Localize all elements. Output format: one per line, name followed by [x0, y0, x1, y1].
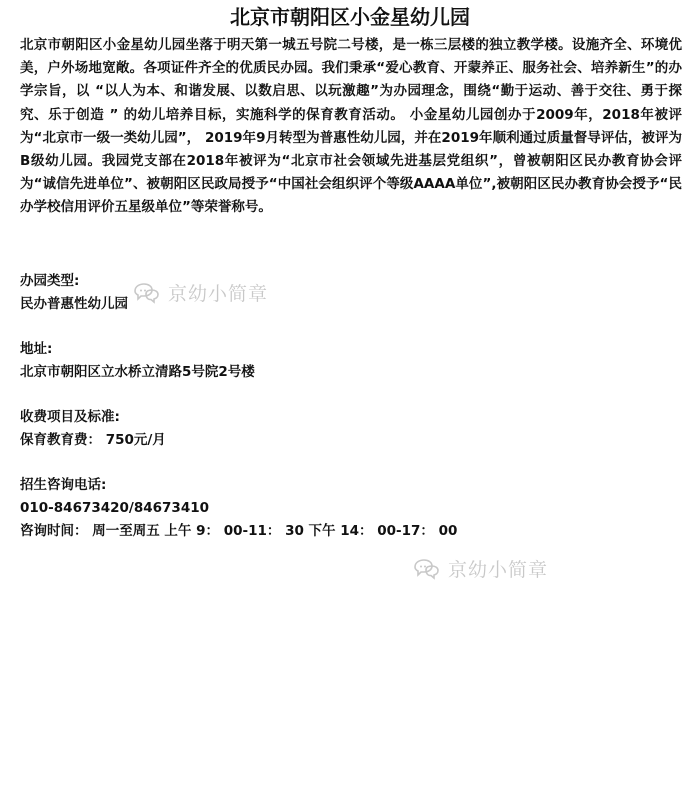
address-section	[20, 338, 680, 384]
chat-bubble-icon	[412, 558, 440, 580]
contact-phone: 010-84673420/84673410	[20, 500, 210, 516]
type-label: 办园类型:	[20, 273, 80, 289]
contact-hours: 咨询时间： 周一至周五 上午 9： 00-11： 30 下午 14： 00-17： 00	[20, 523, 458, 539]
watermark-text: 京幼小简章	[448, 559, 549, 581]
address-label: 地址:	[20, 341, 53, 357]
intro-paragraph: 北京市朝阳区小金星幼儿园坐落于明天第一城五号院二号楼，是一栋三层楼的独立教学楼。设施齐全、环境优美，户外场地宽敞。各项证件齐全的优质民办园。我们秉承“爱心教育、开蒙养正、服务社会、培养新生”的办学宗旨，以 “以人为本、和谐发展、以数启思、以玩激趣”为办园理念，围绕“勤于运动、善于交往、勇于探究、乐于创造 ” 的幼儿培养目标，实施科学的保育教育活动。 小金星幼儿园创办于2009年，2018年被评为“北京市一级一类幼儿园”， 2019年9月转型为普惠性幼儿园，并在2019年顺利通过质量督导评估，被评为B级幼儿园。我园党支部在2018年被评为“北京市社会领域先进基层党组织”，曾被朝阳区民办教育协会评为“诚信先进单位”、被朝阳区民政局授予“中国社会组织评个等级AAAA单位”,被朝阳区民办教育协会授予“民办学校信用评价五星级单位”等荣誉称号。	[20, 37, 682, 216]
watermark-text: 京幼小简章	[168, 283, 269, 305]
fee-value: 保育教育费： 750元/月	[20, 432, 166, 448]
fee-label: 收费项目及标准:	[20, 409, 120, 425]
address-value: 北京市朝阳区立水桥立清路5号院2号楼	[20, 364, 255, 380]
fee-section	[20, 406, 680, 452]
watermark	[412, 555, 548, 582]
chat-bubble-icon	[132, 282, 160, 304]
type-section	[20, 270, 680, 316]
contact-label: 招生咨询电话:	[20, 477, 107, 493]
type-value: 民办普惠性幼儿园	[20, 296, 128, 312]
watermark	[132, 279, 268, 306]
contact-section	[20, 474, 680, 543]
page-title: 北京市朝阳区小金星幼儿园	[230, 5, 470, 29]
